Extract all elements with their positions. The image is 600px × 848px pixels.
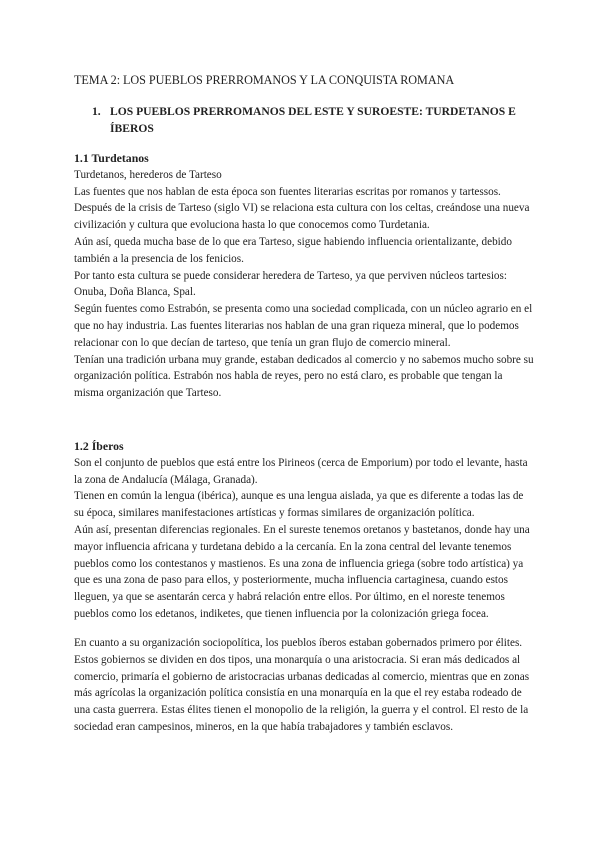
subsection-heading: 1.2 Íberos (74, 439, 124, 453)
paragraph: Las fuentes que nos hablan de esta época son fuentes literarias escritas por romanos y tartessos. (74, 185, 501, 198)
paragraph: Por tanto esta cultura se puede considerar heredera de Tarteso, ya que perviven núcleos tartesios: Onuba, Doña Blanca, Spal. (74, 269, 507, 299)
paragraph: Turdetanos, herederos de Tarteso (74, 168, 222, 181)
paragraph: Según fuentes como Estrabón, se presenta como una sociedad complicada, con un núcleo agrario en el que no hay industria. Las fuentes literarias nos hablan de una gran riqueza mineral, que lo podemos relacionar con lo que decían de tarteso, que tenía un gran flujo de comercio mineral. (74, 303, 533, 349)
paragraph: Tienen en común la lengua (ibérica), aunque es una lengua aislada, ya que es diferente a todas las de su época, similares manifestaciones artísticas y formas similares de organización política. (74, 490, 524, 520)
section-number: 1. (92, 105, 101, 118)
paragraph: En cuanto a su organización sociopolítica, los pueblos íberos estaban gobernados primero por élites. Estos gobiernos se dividen en dos tipos, una monarquía o una aristocracia. Si eran más dedicados al comercio, primaría el gobierno de aristocracias urbanas dedicadas al comercio, mientras que en zonas más agrícolas la organización política consistía en una monarquía en la que el rey estaba rodeado de una casta guerrera. Estas élites tienen el monopolio de la religión, la guerra y el control. El resto de la sociedad eran campesinos, mineros, en la que había trabajadores y también esclavos. (74, 637, 530, 733)
subsection-heading: 1.1 Turdetanos (74, 151, 149, 165)
paragraph: Son el conjunto de pueblos que está entre los Pirineos (cerca de Emporium) por todo el levante, hasta la zona de Andalucía (Málaga, Granada). (74, 456, 528, 486)
document-title: TEMA 2: LOS PUEBLOS PRERROMANOS Y LA CONQUISTA ROMANA (74, 73, 455, 87)
subsection-turdetanos (74, 150, 534, 402)
paragraph: Aún así, presentan diferencias regionales. En el sureste tenemos oretanos y bastetanos, donde hay una mayor influencia africana y turdetana debido a la cercanía. En la zona central del levante tenemos pueblos como los contestanos y mastienos. Es una zona de influencia griega (sobre todo artística) ya que es una zona de paso para ellos, y posteriormente, mucha influencia cartaginesa, cuando estos lleguen, ya que se asentarán cerca y habrá relación entre ellos. Por último, en el noreste tenemos pueblos como los edetanos, indiketes, que tienen influencia por la colonización griega focea. (74, 523, 530, 620)
subsection-iberos (74, 438, 534, 623)
paragraph-organization (74, 635, 534, 736)
section-title: LOS PUEBLOS PRERROMANOS DEL ESTE Y SUROESTE: TURDETANOS E ÍBEROS (110, 105, 516, 135)
paragraph: Después de la crisis de Tarteso (siglo VI) se relaciona esta cultura con los celtas, creándose una nueva civilización y cultura que evoluciona hasta lo que conocemos como Turdetania. (74, 202, 530, 232)
paragraph: Aún así, queda mucha base de lo que era Tarteso, sigue habiendo influencia orientalizante, debido también a la presencia de los fenicios. (74, 235, 512, 265)
section-heading (92, 104, 537, 137)
paragraph: Tenían una tradición urbana muy grande, estaban dedicados al comercio y no sabemos mucho sobre su organización política. Estrabón nos habla de reyes, pero no está claro, es probable que tengan la misma organización que Tarteso. (74, 353, 534, 400)
